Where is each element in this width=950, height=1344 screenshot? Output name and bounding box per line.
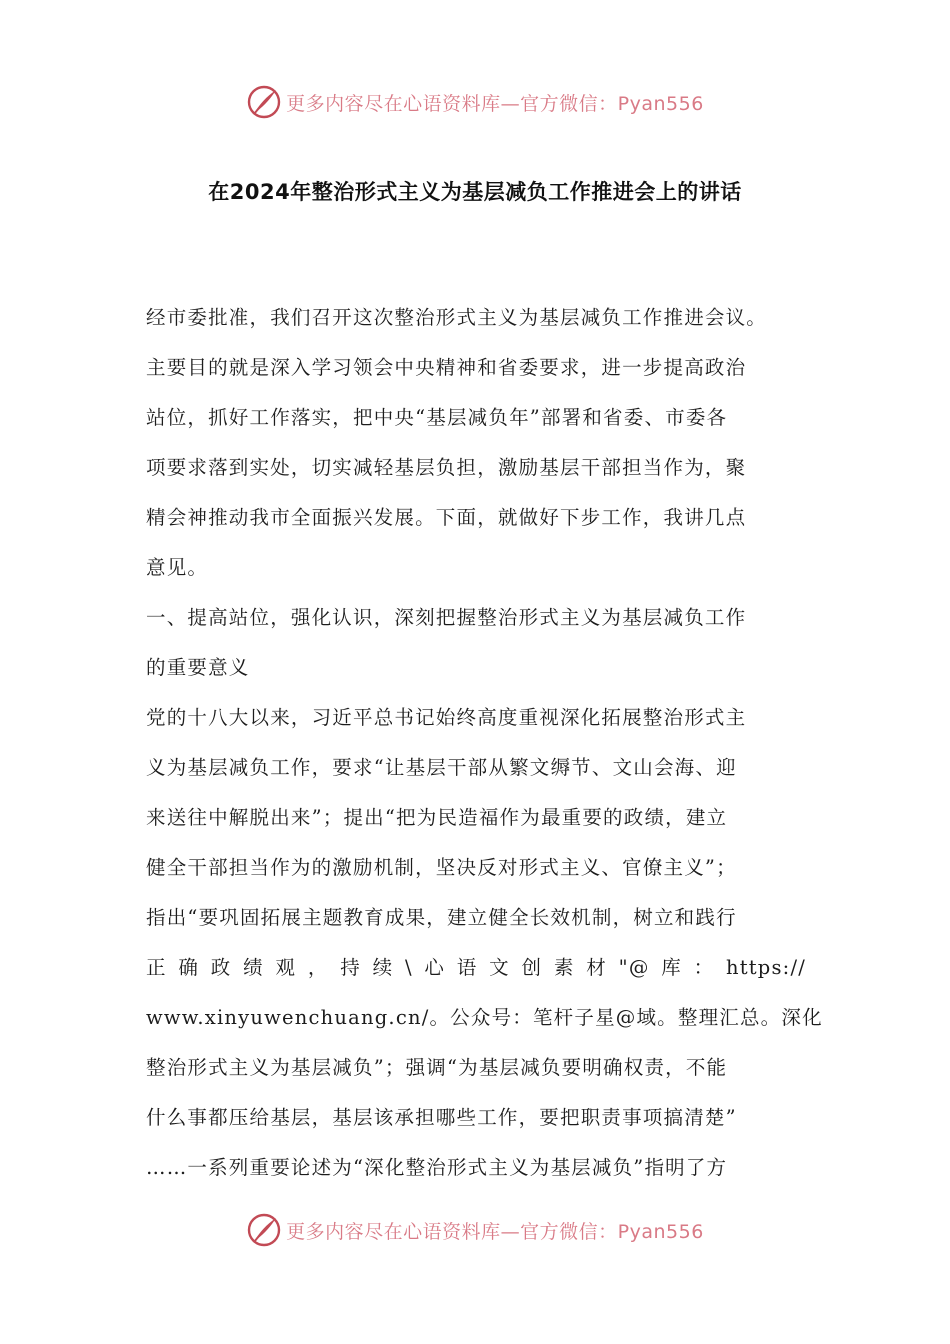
paragraph-line: 来送往中解脱出来”；提出“把为民造福作为最重要的政绩，建立 [146, 806, 728, 829]
header-banner-text: 更多内容尽在心语资料库—官方微信：Pyan556 [286, 92, 704, 115]
paragraph-line: 经市委批准，我们召开这次整治形式主义为基层减负工作推进会议。 [146, 306, 768, 329]
wechat-id: Pyan556 [617, 1220, 704, 1243]
paragraph-line: 精会神推动我市全面振兴发展。下面，就做好下步工作，我讲几点 [146, 506, 747, 529]
body-text [146, 296, 823, 1196]
paragraph-line: 主要目的就是深入学习领会中央精神和省委要求，进一步提高政治 [146, 356, 747, 379]
paragraph-line: 健全干部担当作为的激励机制，坚决反对形式主义、官僚主义”； [146, 856, 737, 879]
footer-banner [0, 1208, 950, 1252]
section-heading-line: 一、提高站位，强化认识，深刻把握整治形式主义为基层减负工作 [146, 606, 747, 629]
paragraph-line: 意见。 [146, 556, 209, 579]
paragraph-line: 党的十八大以来，习近平总书记始终高度重视深化拓展整治形式主 [146, 706, 747, 729]
header-banner [0, 80, 950, 124]
footer-banner-text: 更多内容尽在心语资料库—官方微信：Pyan556 [286, 1220, 704, 1243]
quill-logo-icon [246, 84, 282, 120]
paragraph-line: 义为基层减负工作，要求“让基层干部从繁文缛节、文山会海、迎 [146, 756, 737, 779]
paragraph-line: www.xinyuwenchuang.cn/。公众号：笔杆子星@域。整理汇总。深化 [146, 1006, 823, 1029]
section-heading-line: 的重要意义 [146, 656, 250, 679]
paragraph-line: ……一系列重要论述为“深化整治形式主义为基层减负”指明了方 [146, 1156, 728, 1179]
paragraph-line: 什么事都压给基层，基层该承担哪些工作，要把职责事项搞清楚” [146, 1106, 737, 1129]
paragraph-line: 整治形式主义为基层减负”；强调“为基层减负要明确权责，不能 [146, 1056, 728, 1079]
wechat-id: Pyan556 [617, 92, 704, 115]
quill-logo-icon [246, 1212, 282, 1248]
page-title: 在2024年整治形式主义为基层减负工作推进会上的讲话 [208, 180, 742, 204]
paragraph-line: 指出“要巩固拓展主题教育成果，建立健全长效机制，树立和践行 [146, 906, 737, 929]
paragraph-line: 正确政绩观，持续\心语文创素材"@库：https:// [146, 956, 806, 979]
paragraph-line: 项要求落到实处，切实减轻基层负担，激励基层干部担当作为，聚 [146, 456, 747, 479]
paragraph-line: 站位，抓好工作落实，把中央“基层减负年”部署和省委、市委各 [146, 406, 728, 429]
